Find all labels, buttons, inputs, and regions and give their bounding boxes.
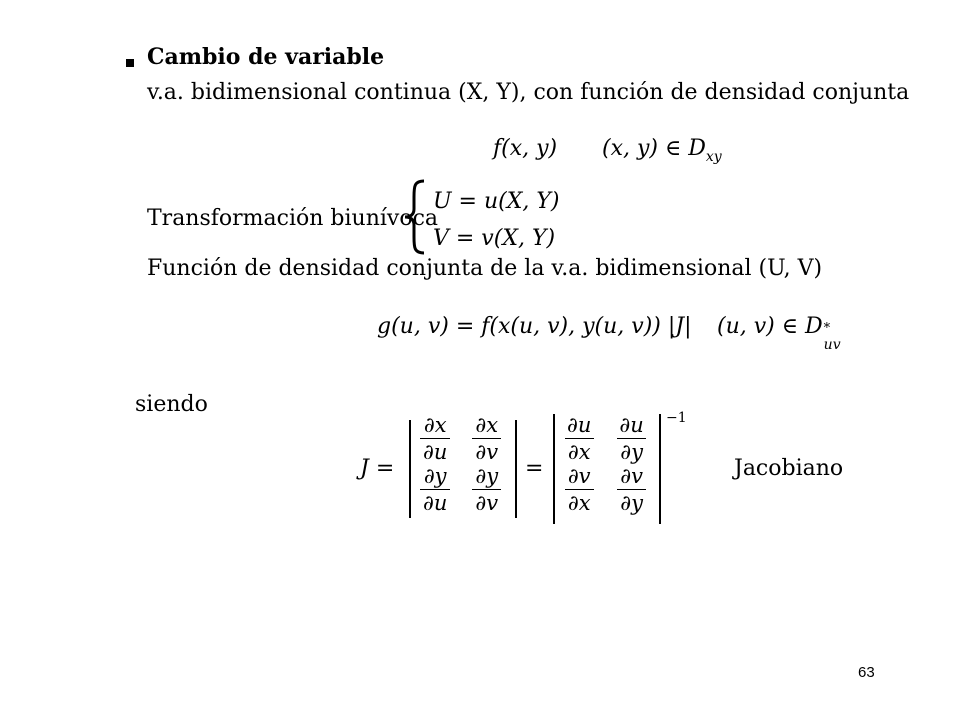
- g-domain: [717, 314, 843, 353]
- jacobian-exponent: −1: [666, 410, 687, 426]
- right-matrix-cell: $\frac{\partial u}{\partial y}$: [616, 414, 646, 463]
- left-matrix-cell: $\frac{\partial y}{\partial u}$: [420, 465, 450, 514]
- left-matrix: [420, 414, 501, 514]
- intro-text: v.a. bidimensional continua (X, Y), con función de densidad conjunta: [147, 80, 910, 105]
- jacobian-lhs: J =: [360, 456, 395, 481]
- right-det-bar-left: [553, 414, 555, 524]
- g-domain-sub: uv: [823, 337, 841, 353]
- g-domain-main: (u, v) ∈ D: [717, 314, 823, 339]
- left-matrix-cell: $\frac{\partial y}{\partial v}$: [472, 465, 501, 514]
- density-function: f(x, y): [493, 136, 558, 161]
- siendo-text: siendo: [135, 392, 208, 417]
- section-heading: Cambio de variable: [147, 44, 385, 70]
- density-domain: [602, 136, 722, 165]
- g-domain-sup: *: [823, 321, 831, 336]
- joint-density-label: Función de densidad conjunta de la v.a. bidimensional (U, V): [147, 256, 823, 281]
- left-brace: [402, 179, 428, 255]
- jacobian-equals: =: [525, 456, 544, 481]
- transform-eq-u: U = u(X, Y): [433, 189, 560, 214]
- left-matrix-cell: $\frac{\partial x}{\partial v}$: [472, 414, 501, 463]
- g-equation: g(u, v) = f(x(u, v), y(u, v)) |J|: [377, 314, 692, 339]
- left-det-bar-right: [515, 420, 517, 518]
- right-matrix-cell: $\frac{\partial v}{\partial y}$: [616, 465, 646, 514]
- page-number: 63: [858, 664, 875, 681]
- left-matrix-cell: $\frac{\partial x}{\partial u}$: [420, 414, 450, 463]
- right-matrix-cell: $\frac{\partial u}{\partial x}$: [564, 414, 594, 463]
- jacobian-label: Jacobiano: [734, 456, 844, 481]
- bullet-marker: [126, 59, 134, 67]
- transform-eq-v: V = v(X, Y): [433, 226, 556, 251]
- right-matrix-cell: $\frac{\partial v}{\partial x}$: [564, 465, 594, 514]
- density-domain-sub: xy: [705, 149, 722, 165]
- density-domain-main: (x, y) ∈ D: [602, 136, 706, 161]
- transform-label: Transformación biunívoca: [147, 206, 439, 231]
- right-det-bar-right: [659, 414, 661, 524]
- right-matrix: [564, 414, 647, 514]
- left-det-bar-left: [409, 420, 411, 518]
